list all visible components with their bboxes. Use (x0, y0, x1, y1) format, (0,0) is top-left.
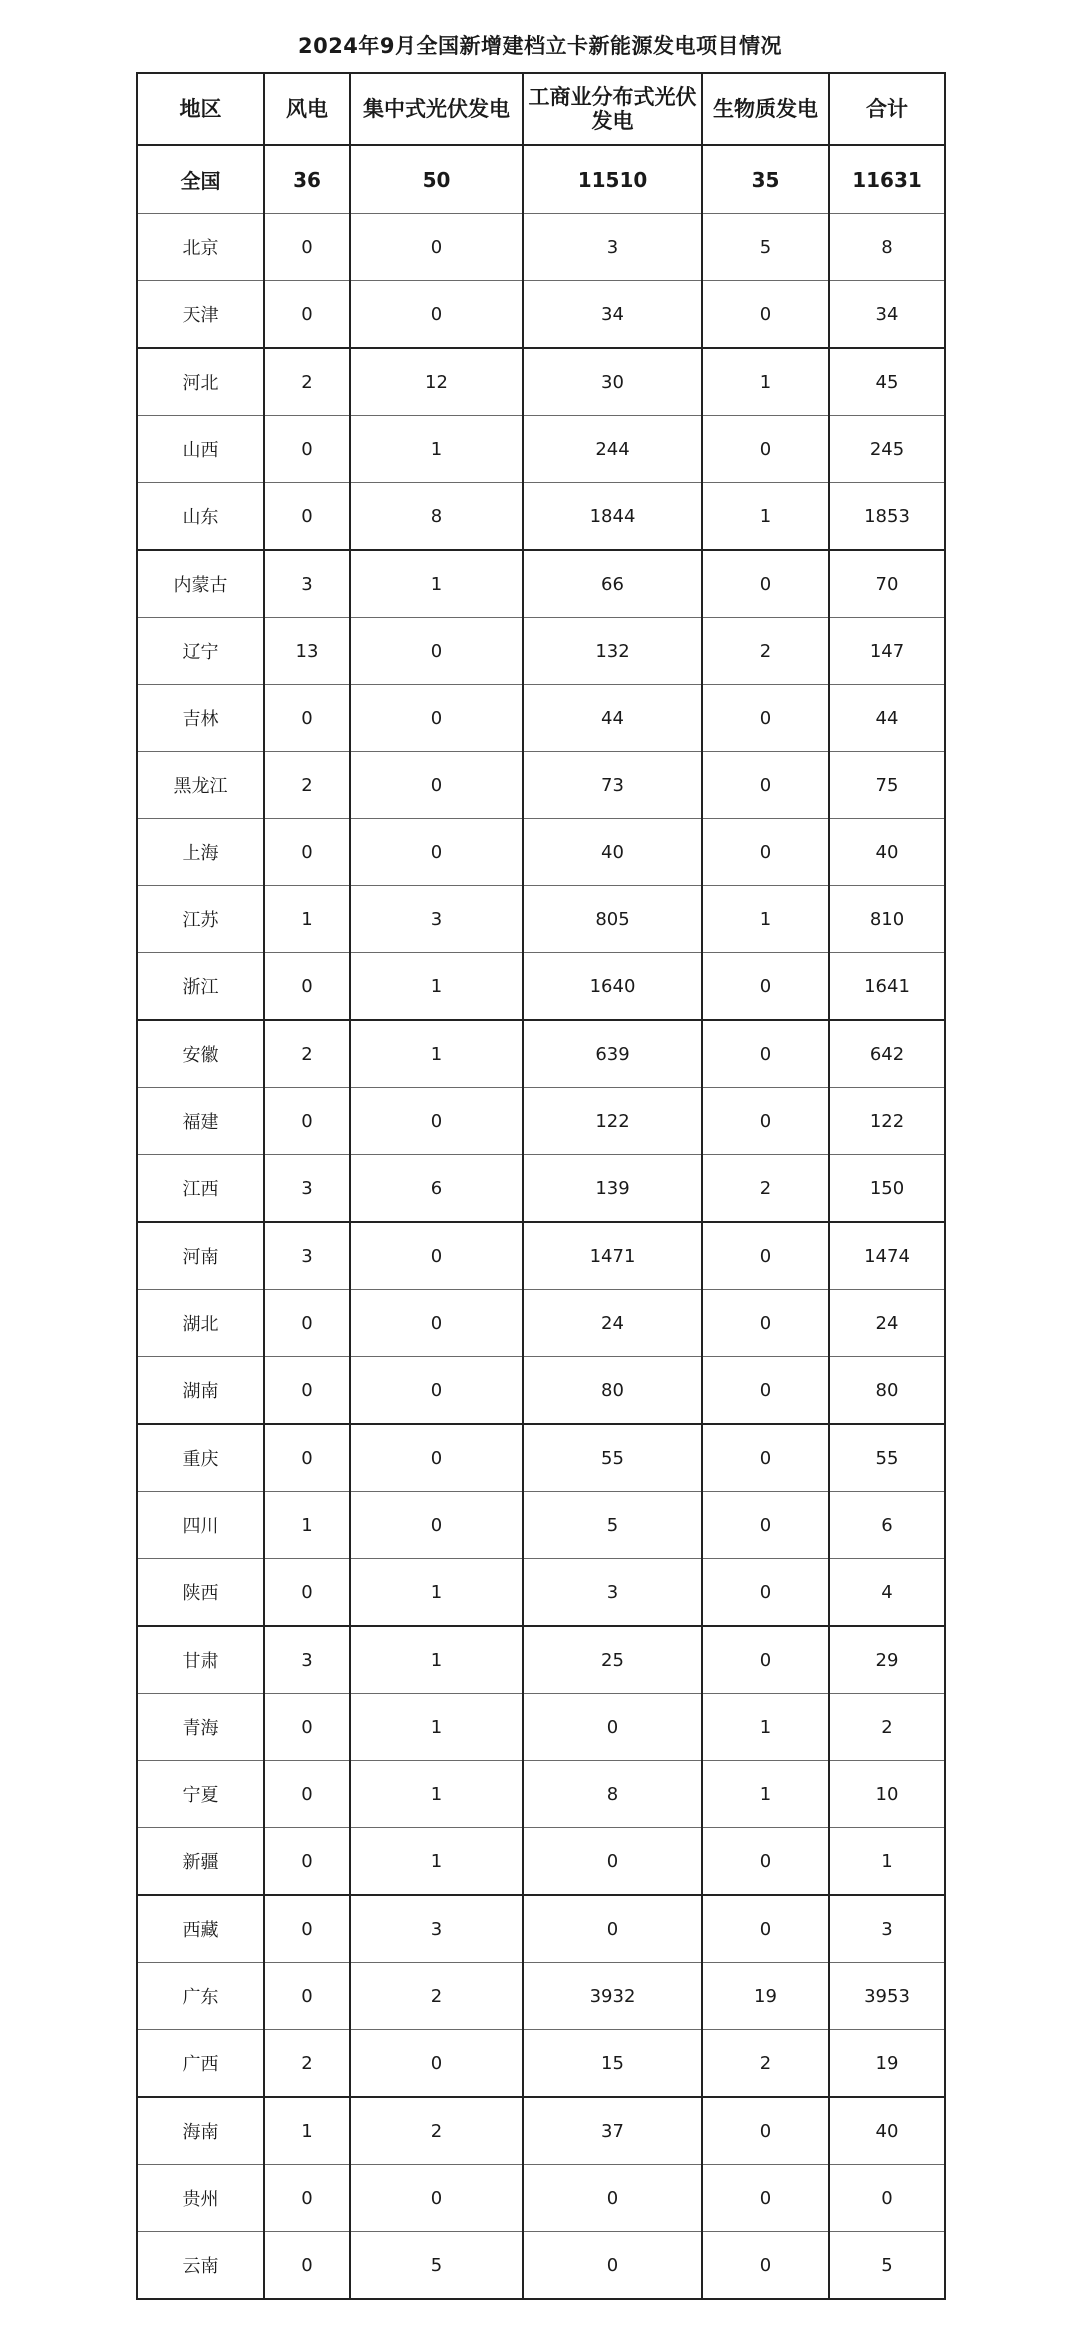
cell-wind: 0 (264, 1761, 350, 1828)
cell-total: 122 (829, 1088, 945, 1155)
cell-distributed-pv: 80 (523, 1357, 702, 1425)
table-row (137, 1492, 945, 1559)
cell-biomass: 0 (702, 685, 829, 752)
cell-distributed-pv: 0 (523, 1895, 702, 1963)
cell-region: 四川 (137, 1492, 264, 1559)
cell-wind: 1 (264, 1492, 350, 1559)
table-row (137, 1694, 945, 1761)
cell-wind: 3 (264, 1155, 350, 1223)
cell-biomass: 0 (702, 1492, 829, 1559)
cell-region: 湖北 (137, 1290, 264, 1357)
cell-wind: 0 (264, 819, 350, 886)
cell-wind: 36 (264, 145, 350, 214)
table-row (137, 1559, 945, 1627)
cell-central-pv: 1 (350, 1559, 523, 1627)
cell-region: 陕西 (137, 1559, 264, 1627)
cell-biomass: 0 (702, 1088, 829, 1155)
cell-distributed-pv: 805 (523, 886, 702, 953)
cell-wind: 2 (264, 348, 350, 416)
cell-biomass: 2 (702, 1155, 829, 1223)
table-row (137, 214, 945, 281)
cell-distributed-pv: 5 (523, 1492, 702, 1559)
cell-wind: 0 (264, 1963, 350, 2030)
energy-projects-table (136, 72, 946, 2300)
cell-distributed-pv: 1471 (523, 1222, 702, 1290)
cell-wind: 0 (264, 1290, 350, 1357)
cell-total: 24 (829, 1290, 945, 1357)
table-row (137, 416, 945, 483)
cell-wind: 0 (264, 483, 350, 551)
table-row (137, 2165, 945, 2232)
table-row (137, 685, 945, 752)
cell-total: 45 (829, 348, 945, 416)
cell-region: 广东 (137, 1963, 264, 2030)
cell-wind: 0 (264, 416, 350, 483)
cell-wind: 0 (264, 1357, 350, 1425)
cell-total: 0 (829, 2165, 945, 2232)
column-header-total: 合计 (829, 73, 945, 145)
cell-region: 宁夏 (137, 1761, 264, 1828)
cell-central-pv: 8 (350, 483, 523, 551)
cell-biomass: 1 (702, 886, 829, 953)
table-row (137, 886, 945, 953)
cell-biomass: 0 (702, 2165, 829, 2232)
cell-biomass: 1 (702, 483, 829, 551)
cell-central-pv: 0 (350, 281, 523, 349)
cell-region: 河南 (137, 1222, 264, 1290)
column-header-distributed-pv: 工商业分布式光伏发电 (523, 73, 702, 145)
cell-distributed-pv: 55 (523, 1424, 702, 1492)
cell-central-pv: 0 (350, 685, 523, 752)
column-header-biomass: 生物质发电 (702, 73, 829, 145)
cell-total: 10 (829, 1761, 945, 1828)
table-row (137, 752, 945, 819)
cell-distributed-pv: 244 (523, 416, 702, 483)
cell-total: 80 (829, 1357, 945, 1425)
cell-region: 辽宁 (137, 618, 264, 685)
cell-total: 8 (829, 214, 945, 281)
cell-biomass: 0 (702, 1626, 829, 1694)
table-body (137, 145, 945, 2299)
cell-wind: 0 (264, 1088, 350, 1155)
table-row (137, 1761, 945, 1828)
header-row (137, 73, 945, 145)
cell-central-pv: 2 (350, 2097, 523, 2165)
cell-total: 1474 (829, 1222, 945, 1290)
table-row (137, 1155, 945, 1223)
cell-wind: 0 (264, 281, 350, 349)
cell-region: 内蒙古 (137, 550, 264, 618)
cell-region: 西藏 (137, 1895, 264, 1963)
cell-biomass: 0 (702, 1357, 829, 1425)
cell-wind: 2 (264, 2030, 350, 2098)
cell-biomass: 0 (702, 1290, 829, 1357)
cell-central-pv: 1 (350, 550, 523, 618)
cell-region: 浙江 (137, 953, 264, 1021)
table-row (137, 281, 945, 349)
cell-wind: 2 (264, 752, 350, 819)
table-row (137, 1895, 945, 1963)
cell-distributed-pv: 25 (523, 1626, 702, 1694)
cell-biomass: 0 (702, 2097, 829, 2165)
cell-region: 山东 (137, 483, 264, 551)
cell-biomass: 0 (702, 752, 829, 819)
cell-wind: 0 (264, 2232, 350, 2300)
cell-central-pv: 0 (350, 1290, 523, 1357)
cell-central-pv: 0 (350, 1492, 523, 1559)
table-row (137, 2097, 945, 2165)
cell-total: 150 (829, 1155, 945, 1223)
table-header (137, 73, 945, 145)
table-row (137, 1088, 945, 1155)
cell-central-pv: 1 (350, 1828, 523, 1896)
cell-total: 40 (829, 2097, 945, 2165)
cell-biomass: 0 (702, 1559, 829, 1627)
cell-central-pv: 1 (350, 1761, 523, 1828)
cell-biomass: 0 (702, 1895, 829, 1963)
column-header-wind: 风电 (264, 73, 350, 145)
cell-total: 34 (829, 281, 945, 349)
cell-total: 642 (829, 1020, 945, 1088)
cell-distributed-pv: 132 (523, 618, 702, 685)
cell-distributed-pv: 37 (523, 2097, 702, 2165)
cell-wind: 1 (264, 886, 350, 953)
cell-total: 19 (829, 2030, 945, 2098)
cell-total: 810 (829, 886, 945, 953)
cell-central-pv: 5 (350, 2232, 523, 2300)
cell-total: 11631 (829, 145, 945, 214)
table-row (137, 1828, 945, 1896)
cell-central-pv: 0 (350, 2030, 523, 2098)
cell-region: 湖南 (137, 1357, 264, 1425)
cell-total: 55 (829, 1424, 945, 1492)
cell-total: 6 (829, 1492, 945, 1559)
cell-biomass: 1 (702, 348, 829, 416)
cell-region: 吉林 (137, 685, 264, 752)
cell-central-pv: 0 (350, 819, 523, 886)
table-row (137, 618, 945, 685)
cell-biomass: 0 (702, 1828, 829, 1896)
cell-region: 黑龙江 (137, 752, 264, 819)
cell-biomass: 2 (702, 618, 829, 685)
cell-biomass: 1 (702, 1694, 829, 1761)
cell-region: 安徽 (137, 1020, 264, 1088)
cell-region: 江西 (137, 1155, 264, 1223)
cell-biomass: 0 (702, 1020, 829, 1088)
cell-distributed-pv: 0 (523, 2232, 702, 2300)
cell-region: 全国 (137, 145, 264, 214)
cell-total: 245 (829, 416, 945, 483)
table-row (137, 348, 945, 416)
cell-region: 天津 (137, 281, 264, 349)
cell-total: 44 (829, 685, 945, 752)
cell-wind: 0 (264, 953, 350, 1021)
cell-wind: 3 (264, 550, 350, 618)
cell-region: 福建 (137, 1088, 264, 1155)
table-row (137, 2232, 945, 2300)
cell-total: 75 (829, 752, 945, 819)
cell-distributed-pv: 3 (523, 214, 702, 281)
cell-region: 甘肃 (137, 1626, 264, 1694)
cell-biomass: 2 (702, 2030, 829, 2098)
cell-total: 3 (829, 1895, 945, 1963)
cell-wind: 0 (264, 1559, 350, 1627)
cell-wind: 0 (264, 1424, 350, 1492)
cell-wind: 1 (264, 2097, 350, 2165)
cell-central-pv: 1 (350, 1020, 523, 1088)
cell-central-pv: 3 (350, 886, 523, 953)
cell-biomass: 0 (702, 819, 829, 886)
cell-central-pv: 0 (350, 2165, 523, 2232)
cell-total: 4 (829, 1559, 945, 1627)
cell-biomass: 0 (702, 2232, 829, 2300)
cell-biomass: 19 (702, 1963, 829, 2030)
column-header-central-pv: 集中式光伏发电 (350, 73, 523, 145)
cell-region: 山西 (137, 416, 264, 483)
cell-distributed-pv: 0 (523, 2165, 702, 2232)
cell-distributed-pv: 0 (523, 1828, 702, 1896)
cell-central-pv: 1 (350, 1694, 523, 1761)
cell-region: 北京 (137, 214, 264, 281)
page-title: 2024年9月全国新增建档立卡新能源发电项目情况 (297, 34, 783, 58)
cell-total: 147 (829, 618, 945, 685)
cell-total: 3953 (829, 1963, 945, 2030)
cell-distributed-pv: 40 (523, 819, 702, 886)
cell-distributed-pv: 139 (523, 1155, 702, 1223)
cell-central-pv: 0 (350, 214, 523, 281)
cell-wind: 3 (264, 1626, 350, 1694)
cell-region: 江苏 (137, 886, 264, 953)
cell-distributed-pv: 1844 (523, 483, 702, 551)
cell-biomass: 0 (702, 1424, 829, 1492)
cell-biomass: 0 (702, 416, 829, 483)
cell-total: 1 (829, 1828, 945, 1896)
cell-central-pv: 0 (350, 752, 523, 819)
cell-region: 云南 (137, 2232, 264, 2300)
cell-total: 40 (829, 819, 945, 886)
cell-biomass: 5 (702, 214, 829, 281)
cell-wind: 2 (264, 1020, 350, 1088)
cell-wind: 13 (264, 618, 350, 685)
column-header-region: 地区 (137, 73, 264, 145)
cell-wind: 0 (264, 2165, 350, 2232)
cell-total: 70 (829, 550, 945, 618)
table-row (137, 953, 945, 1021)
cell-wind: 0 (264, 1694, 350, 1761)
table-row (137, 1222, 945, 1290)
cell-region: 上海 (137, 819, 264, 886)
cell-region: 广西 (137, 2030, 264, 2098)
cell-wind: 0 (264, 685, 350, 752)
cell-biomass: 0 (702, 953, 829, 1021)
cell-distributed-pv: 15 (523, 2030, 702, 2098)
cell-region: 贵州 (137, 2165, 264, 2232)
cell-central-pv: 1 (350, 416, 523, 483)
cell-total: 1853 (829, 483, 945, 551)
cell-distributed-pv: 3932 (523, 1963, 702, 2030)
table-row (137, 1357, 945, 1425)
table-row (137, 550, 945, 618)
cell-central-pv: 0 (350, 618, 523, 685)
table-row (137, 1424, 945, 1492)
cell-total: 29 (829, 1626, 945, 1694)
table-row (137, 1626, 945, 1694)
cell-central-pv: 0 (350, 1424, 523, 1492)
cell-distributed-pv: 44 (523, 685, 702, 752)
cell-distributed-pv: 34 (523, 281, 702, 349)
cell-wind: 0 (264, 214, 350, 281)
cell-distributed-pv: 3 (523, 1559, 702, 1627)
cell-central-pv: 0 (350, 1222, 523, 1290)
table-row-national-total (137, 145, 945, 214)
cell-distributed-pv: 24 (523, 1290, 702, 1357)
cell-distributed-pv: 66 (523, 550, 702, 618)
cell-central-pv: 1 (350, 953, 523, 1021)
cell-biomass: 0 (702, 1222, 829, 1290)
cell-distributed-pv: 8 (523, 1761, 702, 1828)
cell-central-pv: 1 (350, 1626, 523, 1694)
cell-central-pv: 6 (350, 1155, 523, 1223)
cell-central-pv: 0 (350, 1357, 523, 1425)
cell-region: 重庆 (137, 1424, 264, 1492)
cell-region: 青海 (137, 1694, 264, 1761)
cell-wind: 3 (264, 1222, 350, 1290)
cell-distributed-pv: 1640 (523, 953, 702, 1021)
cell-distributed-pv: 73 (523, 752, 702, 819)
cell-wind: 0 (264, 1828, 350, 1896)
cell-total: 5 (829, 2232, 945, 2300)
cell-central-pv: 50 (350, 145, 523, 214)
table-row (137, 1963, 945, 2030)
cell-biomass: 35 (702, 145, 829, 214)
cell-total: 2 (829, 1694, 945, 1761)
cell-region: 河北 (137, 348, 264, 416)
table-row (137, 819, 945, 886)
cell-distributed-pv: 122 (523, 1088, 702, 1155)
cell-biomass: 0 (702, 281, 829, 349)
table-row (137, 2030, 945, 2098)
cell-region: 海南 (137, 2097, 264, 2165)
cell-biomass: 0 (702, 550, 829, 618)
cell-central-pv: 3 (350, 1895, 523, 1963)
cell-central-pv: 0 (350, 1088, 523, 1155)
cell-central-pv: 2 (350, 1963, 523, 2030)
cell-distributed-pv: 30 (523, 348, 702, 416)
table-row (137, 1020, 945, 1088)
cell-total: 1641 (829, 953, 945, 1021)
cell-central-pv: 12 (350, 348, 523, 416)
cell-distributed-pv: 11510 (523, 145, 702, 214)
cell-distributed-pv: 639 (523, 1020, 702, 1088)
table-row (137, 483, 945, 551)
table-row (137, 1290, 945, 1357)
cell-region: 新疆 (137, 1828, 264, 1896)
cell-distributed-pv: 0 (523, 1694, 702, 1761)
cell-wind: 0 (264, 1895, 350, 1963)
cell-biomass: 1 (702, 1761, 829, 1828)
